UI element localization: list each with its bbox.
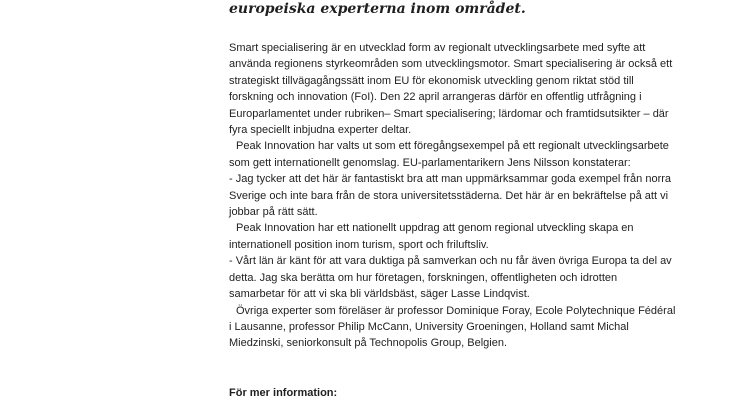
text-line: Miedzinski, seniorkonsult på Technopolis Group, Belgien.	[229, 337, 508, 350]
blank-line	[229, 352, 734, 368]
paragraph-smart-specialisering	[229, 40, 734, 138]
paragraph-peak-innovation-selected	[229, 138, 734, 171]
text-line: strategiskt tillvägagångssätt inom EU för ekonomisk utveckling genom riktat stöd till	[229, 74, 634, 87]
text-line: Peak Innovation har ett nationellt uppdrag att genom regional utveckling skapa en	[236, 222, 634, 235]
text-line: - Vårt län är känt för att vara duktiga på samverkan och nu får även övriga Europa ta del av	[229, 255, 672, 268]
text-line: Sverige och inte bara från de stora universitetsstäderna. Det här är en bekräftelse på att vi	[229, 189, 669, 202]
text-line: använda regionens styrkeområden som utvecklingsmotor. Smart specialisering är också ett	[229, 58, 673, 71]
paragraph-other-experts	[229, 303, 734, 352]
paragraph-nilsson-quote	[229, 171, 734, 220]
text-line: fyra speciellt inbjudna experter deltar.	[229, 124, 412, 137]
text-line: internationell position inom turism, sport och friluftsliv.	[229, 238, 489, 251]
text-line: Övriga experter som föreläser är professor Dominique Foray, Ecole Polytechnique Fédéral	[236, 304, 676, 317]
paragraph-lindqvist-quote	[229, 253, 734, 302]
text-line: Peak Innovation har valts ut som ett föregångsexempel på ett regionalt utvecklingsarbete	[236, 140, 669, 153]
text-line: Europarlamentet under rubriken– Smart specialisering; lärdomar och framtidsutsikter – där	[229, 107, 669, 120]
text-line: i Lausanne, professor Philip McCann, University Groeningen, Holland samt Michal	[229, 320, 629, 333]
text-line: samarbetar för att vi ska bli världsbäst, säger Lasse Lindqvist.	[229, 288, 530, 301]
blank-line	[229, 368, 734, 384]
text-line: detta. Jag ska berätta om hur företagen, forskningen, offentligheten och idrotten	[229, 271, 618, 284]
text-line: som gett internationellt genomslag. EU-parlamentarikern Jens Nilsson konstaterar:	[229, 156, 631, 169]
paragraph-national-mission	[229, 220, 734, 253]
more-info-heading: För mer information:	[229, 386, 338, 399]
text-line: Smart specialisering är en utvecklad form av regionalt utvecklingsarbete med syfte att	[229, 42, 646, 54]
text-line: - Jag tycker att det här är fantastiskt bra att man uppmärksammar goda exempel från norra	[229, 173, 672, 186]
text-line: jobbar på rätt sätt.	[229, 206, 318, 219]
text-line: forskning och innovation (FoI). Den 22 april arrangeras därför en offentlig utfrågning i	[229, 91, 642, 104]
article-body	[229, 40, 734, 401]
lead-text: europeiska experterna inom området.	[229, 1, 526, 17]
